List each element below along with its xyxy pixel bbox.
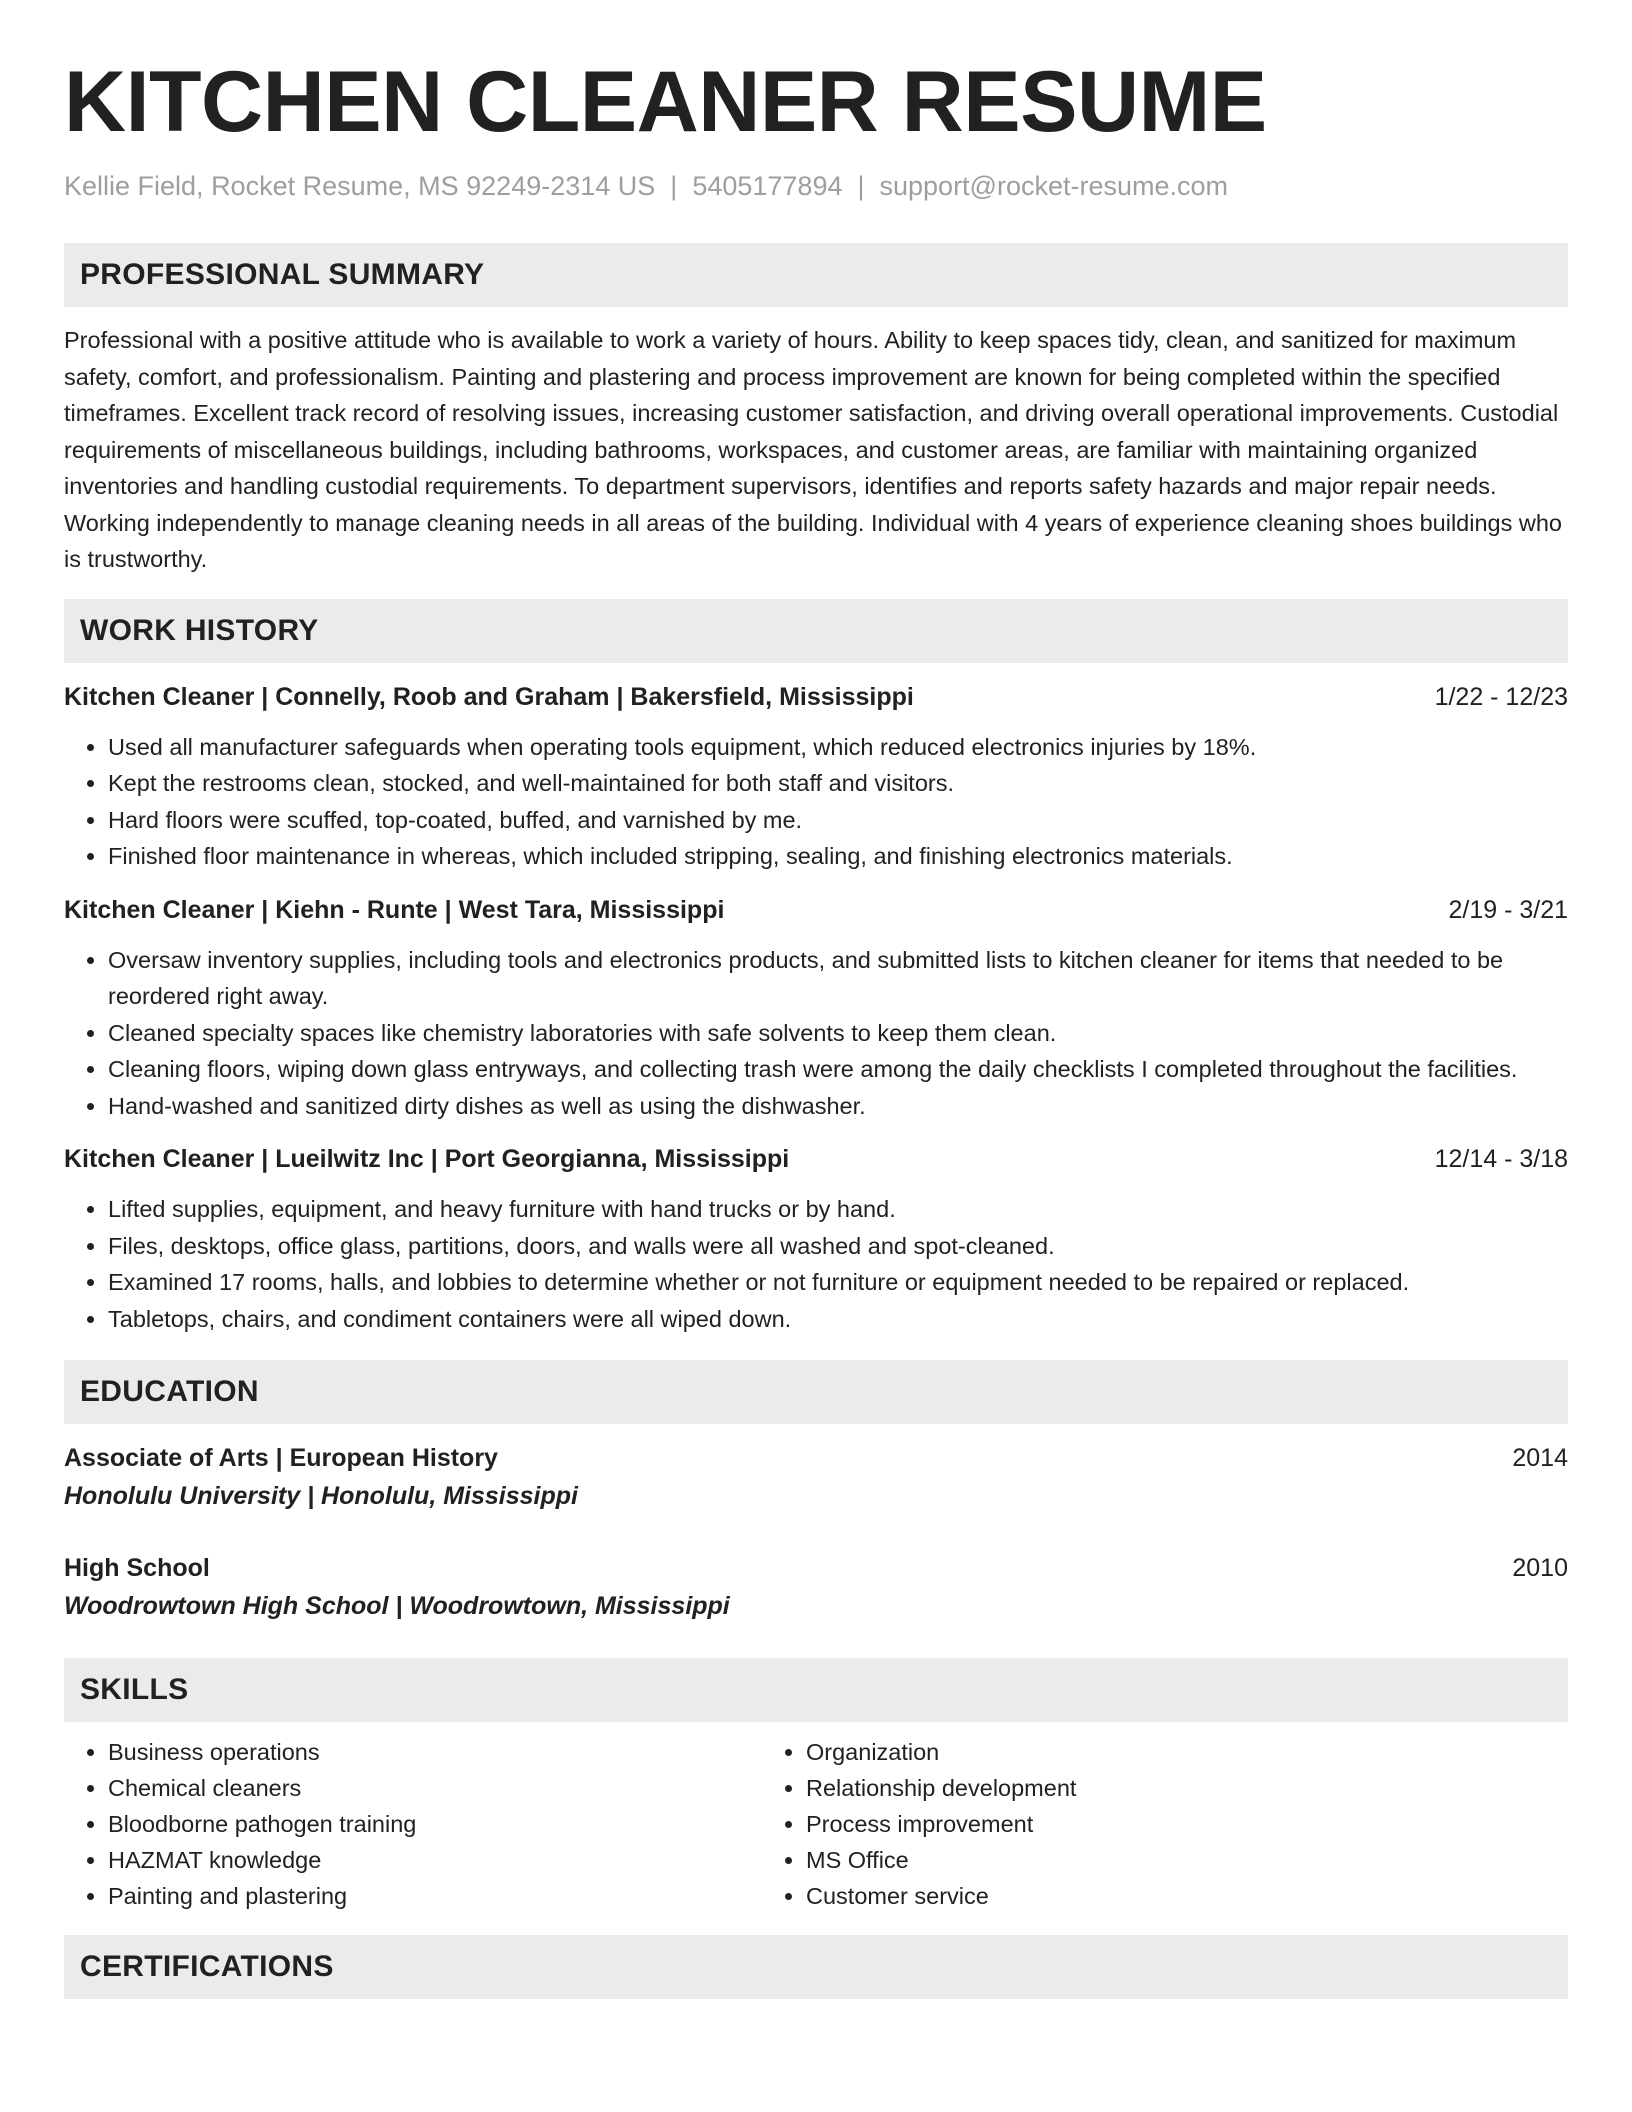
job-header: [64, 1141, 1568, 1177]
summary-text: Professional with a positive attitude who is available to work a variety of hours. Ability to keep spaces tidy, clean, and sanitized for maximum safety, comfort, and professionalism. Painting and plastering and process improvement are known for being completed within the specified timeframes. Excellent track record of resolving issues, increasing customer satisfaction, and driving overall operational improvements. Custodial requirements of miscellaneous buildings, including bathrooms, workspaces, and customer areas, are familiar with maintaining organized inventories and handling custodial requirements. To department supervisors, identifies and reports safety hazards and major repair needs. Working independently to manage cleaning needs in all areas of the building. Individual with 4 years of experience cleaning shoes buildings who is trustworthy.: [64, 327, 1562, 572]
skills-heading: SKILLS: [64, 1658, 1568, 1722]
education-degree: Associate of Arts | European History: [64, 1444, 498, 1472]
job-bullet: • Lifted supplies, equipment, and heavy furniture with hand trucks or by hand.: [108, 1191, 1568, 1228]
job-bullet: • Used all manufacturer safeguards when operating tools equipment, which reduced electronics injuries by 18%.: [108, 729, 1568, 766]
skill-item: • HAZMAT knowledge: [108, 1842, 762, 1878]
job-bullets: [64, 942, 1568, 1125]
job-entry: [64, 679, 1568, 875]
contact-address: Kellie Field, Rocket Resume, MS 92249-2314 US: [64, 171, 656, 201]
education-degree: High School: [64, 1554, 210, 1582]
job-bullets: [64, 729, 1568, 875]
skill-item: • Relationship development: [806, 1770, 1460, 1806]
certifications-heading: CERTIFICATIONS: [64, 1935, 1568, 1999]
skill-item: • MS Office: [806, 1842, 1460, 1878]
contact-separator: |: [857, 171, 865, 201]
contact-email[interactable]: support@rocket-resume.com: [879, 171, 1229, 201]
job-bullet: • Hard floors were scuffed, top-coated, buffed, and varnished by me.: [108, 802, 1568, 839]
skills-column-right: [762, 1734, 1460, 1914]
job-bullet: • Examined 17 rooms, halls, and lobbies to determine whether or not furniture or equipment needed to be repaired or replaced.: [108, 1264, 1568, 1301]
skill-item: • Customer service: [806, 1878, 1460, 1914]
job-title: Kitchen Cleaner | Kiehn - Runte | West Tara, Mississippi: [64, 895, 725, 924]
job-dates: 2/19 - 3/21: [1448, 895, 1568, 924]
contact-line: [64, 168, 1568, 204]
skill-item: • Bloodborne pathogen training: [108, 1806, 762, 1842]
resume-title: KITCHEN CLEANER RESUME: [64, 54, 1267, 150]
job-bullet: • Tabletops, chairs, and condiment containers were all wiped down.: [108, 1301, 1568, 1338]
skill-item: • Painting and plastering: [108, 1878, 762, 1914]
job-bullet: • Cleaned specialty spaces like chemistry laboratories with safe solvents to keep them clean.: [108, 1015, 1568, 1052]
job-dates: 12/14 - 3/18: [1434, 1145, 1568, 1173]
job-title: Kitchen Cleaner | Lueilwitz Inc | Port Georgianna, Mississippi: [64, 1145, 790, 1173]
skill-item: • Process improvement: [806, 1806, 1460, 1842]
skill-item: • Chemical cleaners: [108, 1770, 762, 1806]
education-entry: [64, 1550, 1568, 1624]
resume-page: [64, 0, 1568, 1999]
education-header: [64, 1550, 1568, 1586]
education-school: Woodrowtown High School | Woodrowtown, Mississippi: [64, 1592, 730, 1620]
education-year: 2010: [1512, 1554, 1568, 1582]
job-bullet: • Finished floor maintenance in whereas, which included stripping, sealing, and finishing electronics materials.: [108, 838, 1568, 875]
skills-list: [64, 1734, 1568, 1914]
job-header: [64, 679, 1568, 715]
skills-column-left: [64, 1734, 762, 1914]
job-entry: [64, 892, 1568, 1125]
skill-item: • Business operations: [108, 1734, 762, 1770]
job-bullets: [64, 1191, 1568, 1337]
job-bullet: • Kept the restrooms clean, stocked, and well-maintained for both staff and visitors.: [108, 765, 1568, 802]
education-heading: EDUCATION: [64, 1360, 1568, 1424]
education-header: [64, 1440, 1568, 1476]
contact-phone: 5405177894: [692, 171, 843, 201]
job-entry: [64, 1141, 1568, 1337]
job-title: Kitchen Cleaner | Connelly, Roob and Graham | Bakersfield, Mississippi: [64, 682, 914, 711]
summary-heading: PROFESSIONAL SUMMARY: [64, 243, 1568, 307]
job-bullet: • Files, desktops, office glass, partitions, doors, and walls were all washed and spot-cleaned.: [108, 1228, 1568, 1265]
job-dates: 1/22 - 12/23: [1434, 682, 1568, 711]
job-bullet: • Cleaning floors, wiping down glass entryways, and collecting trash were among the daily checklists I completed throughout the facilities.: [108, 1051, 1568, 1088]
skill-item: • Organization: [806, 1734, 1460, 1770]
job-header: [64, 892, 1568, 928]
job-bullet: • Oversaw inventory supplies, including tools and electronics products, and submitted lists to kitchen cleaner for items that needed to be reordered right away.: [108, 942, 1568, 1015]
job-bullet: • Hand-washed and sanitized dirty dishes as well as using the dishwasher.: [108, 1088, 1568, 1125]
education-entry: [64, 1440, 1568, 1514]
work-history-heading: WORK HISTORY: [64, 599, 1568, 663]
contact-separator: |: [670, 171, 678, 201]
education-year: 2014: [1512, 1444, 1568, 1472]
education-school: Honolulu University | Honolulu, Mississippi: [64, 1482, 578, 1510]
